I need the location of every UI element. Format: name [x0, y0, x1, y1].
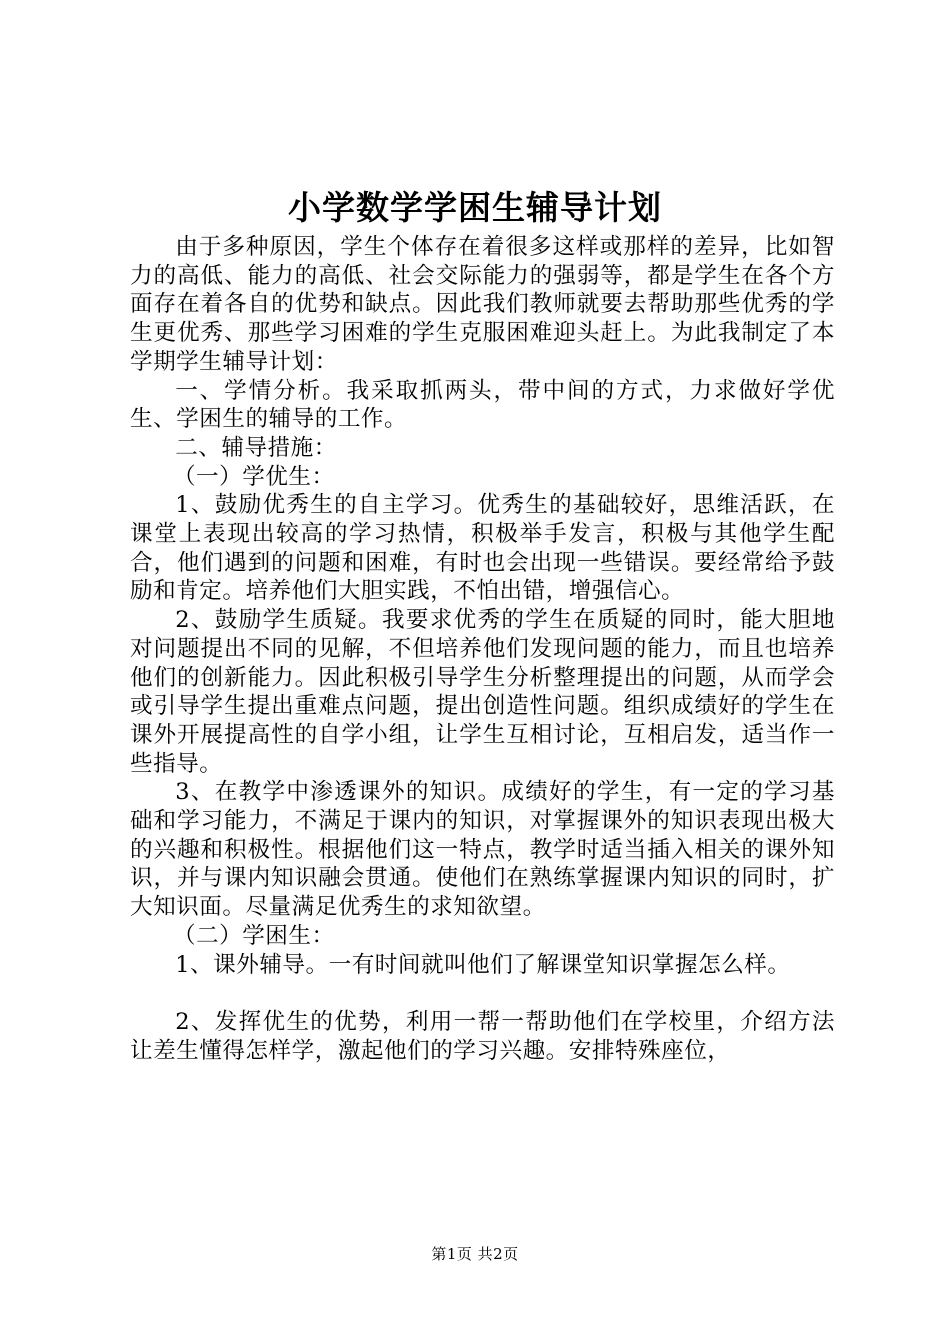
- heading-top-students: （一）学优生：: [172, 463, 335, 490]
- paragraph-struggling-1: 1、课外辅导。一有时间就叫他们了解课堂知识掌握怎么样。: [175, 951, 791, 978]
- document-title: 小学数学学困生辅导计划: [288, 188, 662, 227]
- heading-measures: 二、辅导措施：: [175, 434, 337, 461]
- paragraph-struggling-2: 2、发挥优生的优势，利用一帮一帮助他们在学校里，介绍方法让差生懂得怎样学，激起他们的学习兴趣。安排特殊座位，: [130, 1008, 835, 1064]
- heading-struggling-students: （二）学困生：: [172, 922, 335, 949]
- page-footer: 第1页 共2页: [431, 1245, 519, 1263]
- paragraph-situation-analysis: 一、学情分析。我采取抓两头，带中间的方式，力求做好学优生、学困生的辅导的工作。: [130, 377, 835, 433]
- paragraph-top-3: 3、在教学中渗透课外的知识。成绩好的学生，有一定的学习基础和学习能力，不满足于课内的知识，对掌握课外的知识表现出极大的兴趣和积极性。根据他们这一特点，教学时适当插入相关的课外知识，并与课内知识融会贯通。使他们在熟练掌握课内知识的同时，扩大知识面。尽量满足优秀生的求知欲望。: [130, 779, 835, 921]
- paragraph-top-2: 2、鼓励学生质疑。我要求优秀的学生在质疑的同时，能大胆地对问题提出不同的见解，不但培养他们发现问题的能力，而且也培养他们的创新能力。因此积极引导学生分析整理提出的问题，从而学会或引导学生提出重难点问题，提出创造性问题。组织成绩好的学生在课外开展提高性的自学小组，让学生互相讨论，互相启发，适当作一些指导。: [130, 607, 835, 777]
- document-body: [130, 233, 835, 1065]
- paragraph-top-1: 1、鼓励优秀生的自主学习。优秀生的基础较好，思维活跃，在课堂上表现出较高的学习热情，积极举手发言，积极与其他学生配合，他们遇到的问题和困难，有时也会出现一些错误。要经常给予鼓励和肯定。培养他们大胆实践，不怕出错，增强信心。: [130, 492, 835, 605]
- paragraph-intro: 由于多种原因，学生个体存在着很多这样或那样的差异，比如智力的高低、能力的高低、社会交际能力的强弱等，都是学生在各个方面存在着各自的优势和缺点。因此我们教师就要去帮助那些优秀的学生更优秀、那些学习困难的学生克服困难迎头赶上。为此我制定了本学期学生辅导计划：: [130, 234, 835, 375]
